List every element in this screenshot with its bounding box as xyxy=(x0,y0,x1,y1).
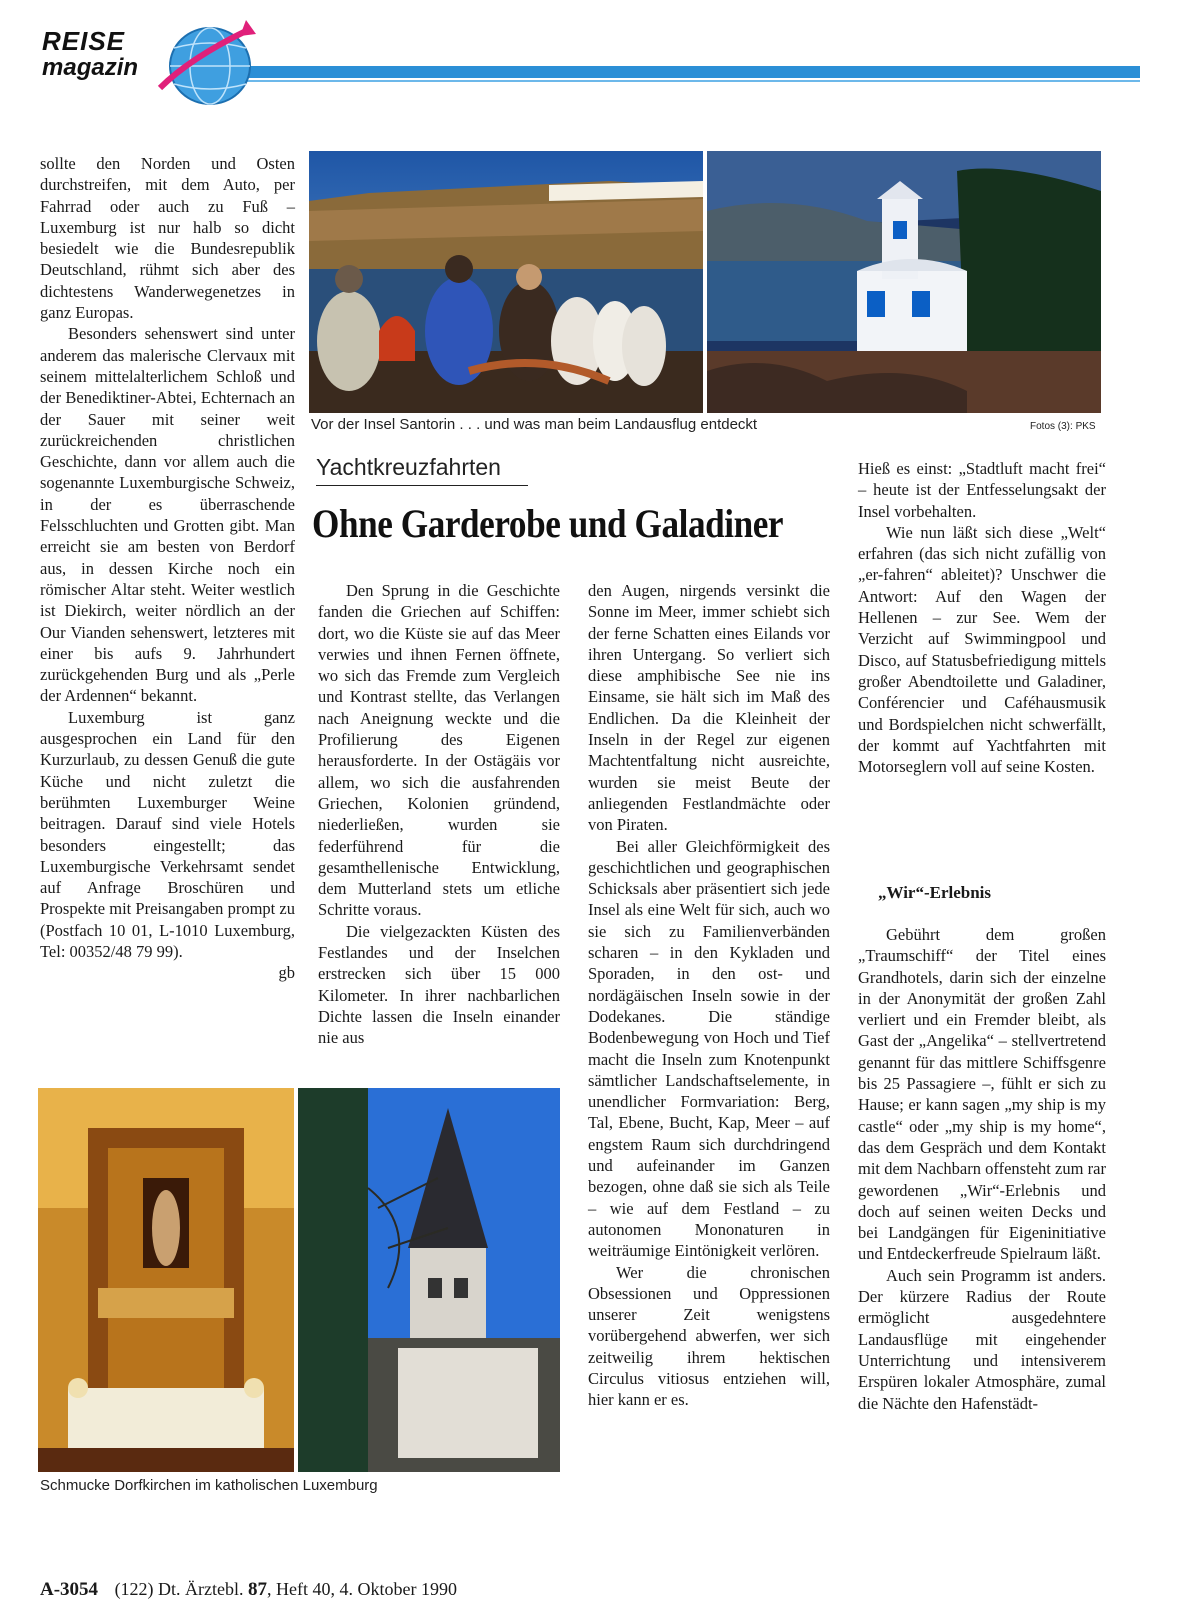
paragraph: Bei aller Gleichförmigkeit des geschichtlichen und geographischen Schicksals aber präsentiert sich jede Insel als eine Welt für sich, auch wo sie sich zu Familienverbänden scharen – in den Kykladen und Sporaden, in den ost- und nordägäischen Inseln sowie in der Dodekanes. Die ständige Bodenbewegung von Hoch und Tief macht die Inseln zum Knotenpunkt sämtlicher Landschaftselemente, in unendlicher Formvariation: Berg, Tal, Ebene, Bucht, Kap, Meer – auf engstem Raum sich durchdringend und aufeinander im Ganzen bezogen, ohne daß sie sich als Teile – wie auf dem Festland – zu autonomen Mononaturen in weiträumige Eintönigkeit verlören. xyxy=(588,836,830,1261)
left-column-text xyxy=(40,153,295,984)
header-rule xyxy=(240,66,1140,78)
section-subheading: „Wir“-Erlebnis xyxy=(878,883,992,902)
paragraph: Wer die chronischen Obsessionen und Oppressionen unserer Zeit wenigstens vorübergehend abwerfen, wer sich zeitweilig ihrem hektischen Circulus vitiosus entziehen will, hier kann er es. xyxy=(588,1262,830,1410)
author-initials: gb xyxy=(278,963,295,983)
paragraph: Den Sprung in die Geschichte fanden die Griechen auf Schiffen: dort, wo die Küste sie auf das Meer verwies und ihnen Fernen öffnete, wo sich das Fremde zum Vergleich und Kontrast stellte, das Verlangen nach Aneignung weckte und die Profilierung des Eigenen herausforderte. In der Ostägäis vor allem, wo sich die ausfahrenden Griechen, Kolonien gründend, niederließen, wurden sie federführend für die gesamthellenische Entwicklung, dem Mutterland stets um etliche Schritte voraus. xyxy=(318,581,560,920)
article-column-1 xyxy=(318,580,560,1049)
kicker-underline xyxy=(316,485,528,486)
paragraph: Die vielgezackten Küsten des Festlandes und der Inselchen erstrecken sich über 15 000 Kilometer. In ihrer nachbarlichen Dichte lassen die Inseln einander nie aus xyxy=(318,921,560,1048)
citation-prefix: (122) Dt. Ärztebl. xyxy=(114,1579,244,1599)
top-photos-caption: Vor der Insel Santorin . . . und was man beim Landausflug entdeckt xyxy=(311,416,758,433)
paragraph: Wie nun läßt sich diese „Welt“ erfahren (das sich nicht zufällig von „er-fahren“ ableitet)? Unschwer die Antwort: Auf den Wagen der Hellenen – zur See. Wem der Verzicht auf Swimmingpool und Disco, auf Statusbefriedigung mittels großer Abendtoilette und Galadiner, Conférencier und Caféhausmusik und Bordspielchen nicht schwerfällt, der kommt auf Yachtfahrten mit Motorseglern voll auf seine Kosten. xyxy=(858,522,1106,777)
paragraph: Gebührt dem großen „Traumschiff“ der Titel eines Grandhotels, darin sich der einzelne in der Anonymität der großen Zahl verliert und ein Fremder bleibt, als Gast der „Angelika“ – stellvertretend genannt für das mittlere Schiffsgenre bis 25 Passagiere –, fühlt er sich zu Hause; er kann sagen „my ship is my castle“ oder „my ship is my home“, das dem Gespräch und dem Kontakt mit dem Nachbarn offensteht zum rar gewordenen „Wir“-Erlebnis und doch auf seinen weiten Decks und bei Landgängen für Eigeninitiative und Entdeckerfreude Spielraum läßt. xyxy=(858,925,1106,1264)
page-code: A-3054 xyxy=(40,1579,99,1600)
article-column-3 xyxy=(858,458,1106,777)
paragraph: den Augen, nirgends versinkt die Sonne im Meer, immer schiebt sich der ferne Schatten eines Eilands vor ihren Untergang. So verliert sich diese amphibische See nie ins Einsame, sie hält sich im Maß des Endlichen. Da die Kleinheit der Inseln in der Regel zur eigenen Machtentfaltung nicht ausreichte, wurden sie meist Beute der anliegenden Festlandmächte oder von Piraten. xyxy=(588,581,830,835)
photo-credit: Fotos (3): PKS xyxy=(1030,421,1096,432)
paragraph: Auch sein Programm ist anders. Der kürzere Radius der Route ermöglicht ausgedehntere Landausflüge mit eingehender Unterrichtung und intensiverem Erspüren lokaler Atmosphäre, zumal die Nächte den Hafenstädt- xyxy=(858,1265,1106,1413)
article-column-2 xyxy=(588,580,830,1411)
article-kicker: Yachtkreuzfahrten xyxy=(316,454,501,480)
paragraph: sollte den Norden und Osten durchstreifen, mit dem Auto, per Fahrrad oder auch zu Fuß – Luxemburg ist nur halb so dicht besiedelt wie die Bundesrepublik Deutschland, rühmt sich aber des dichtestens Wanderwegenetzes in ganz Europas. xyxy=(40,154,295,323)
page-footer xyxy=(40,1579,457,1601)
church-altar-photo xyxy=(38,1088,294,1472)
island-chapel-photo xyxy=(707,151,1101,413)
bottom-photos-caption: Schmucke Dorfkirchen im katholischen Luxemburg xyxy=(40,1477,378,1494)
globe-logo-icon xyxy=(150,18,260,108)
church-tower-photo xyxy=(298,1088,560,1472)
logo-title: REISE xyxy=(42,26,126,56)
logo-subtitle: magazin xyxy=(42,54,139,81)
citation-suffix: , Heft 40, 4. Oktober 1990 xyxy=(267,1579,457,1599)
paragraph: Besonders sehenswert sind unter anderem das malerische Clervaux mit seinem mittelalterlichem Schloß und der Benediktiner-Abtei, Echternach an der Sauer mit seiner weit zurückreichenden christlichen Geschichte, dann vor allem auch die sogenannte Luxemburgische Schweiz, in der es überraschende Felsschluchten und Grotten gibt. Man erreicht sie am besten von Berdorf aus, in dessen Kirche noch ein römischer Altar steht. Weiter westlich ist Diekirch, weiter nördlich an der Our Vianden sehenswert, letzteres mit einer bis aufs 9. Jahrhundert zurückgehenden Burg und als „Perle der Ardennen“ bekannt. xyxy=(40,324,295,706)
header-rule-thin xyxy=(240,80,1140,82)
article-headline: Ohne Garderobe und Galadiner xyxy=(312,501,784,546)
article-column-3-continued xyxy=(858,924,1106,1414)
paragraph: Hieß es einst: „Stadtluft macht frei“ – heute ist der Entfesselungsakt der Insel vorbehalten. xyxy=(858,459,1106,521)
volume-number: 87 xyxy=(248,1579,268,1600)
paragraph: Luxemburg ist ganz ausgesprochen ein Land für den Kurzurlaub, zu dessen Genuß die gute Küche und nicht zuletzt die berühmten Luxemburger Weine beitragen. Darauf sind viele Hotels besonders eingestellt; das Luxemburgische Verkehrsamt sendet auf Anfrage Broschüren und Prospekte mit Preisangaben prompt zu (Postfach 10 01, L-1010 Luxemburg, Tel: 00352/48 79 99). xyxy=(40,707,295,961)
santorini-boat-photo xyxy=(309,151,703,413)
